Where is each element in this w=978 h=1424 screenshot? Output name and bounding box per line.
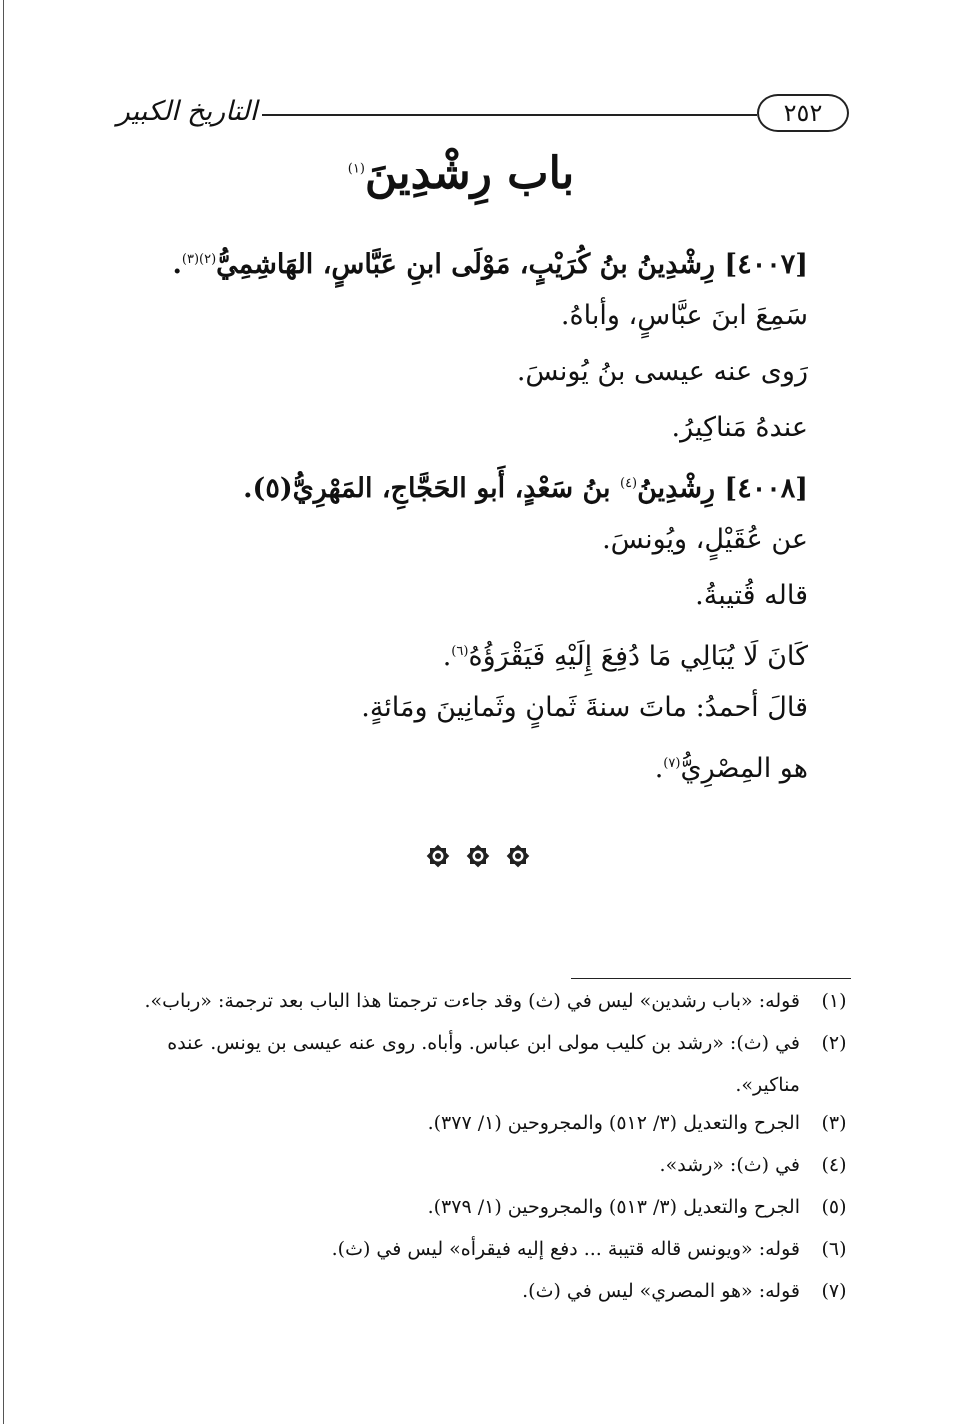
line-text: سَمِعَ ابنَ عبَّاسٍ، وأباهُ.	[560, 300, 808, 331]
line-tail: بنُ سَعْدٍ، أَبو الحَجَّاجِ، المَهْرِيُّ(٥).	[243, 473, 620, 504]
text-line	[160, 512, 808, 568]
header-rule	[262, 114, 757, 116]
text-line	[160, 624, 808, 680]
chapter-title-text: باب رِشْدِينَ	[364, 148, 575, 199]
main-text	[160, 232, 808, 792]
page-number: ٢٥٢	[757, 94, 849, 132]
footnote-ref: (٢)(٣)	[181, 252, 217, 267]
line-text: [٤٠٠٧] رِشْدِينُ بنُ كُرَيْبٍ، مَوْلَى ابنِ عَبَّاسٍ، الهَاشِمِيُّ	[216, 249, 808, 280]
chapter-note-ref: (١)	[347, 161, 365, 177]
footnote-text: في (ث): «رشد بن كليب مولى ابن عباس. وأباه. روى عنه عيسى بن يونس. عنده مناكير».	[167, 1032, 800, 1096]
entry-4007-heading	[160, 232, 808, 288]
text-line	[160, 288, 808, 344]
footnote-item	[112, 1102, 852, 1144]
footnote-text: قوله: «باب رشدين» ليس في (ث) وقد جاءت ترجمتا هذا الباب بعد ترجمة: «رباب».	[144, 990, 800, 1012]
footnote-item	[112, 1270, 852, 1312]
footnote-number: (٢)	[821, 1032, 847, 1054]
line-text: رَوى عنه عيسى بنُ يُونسَ.	[516, 356, 808, 387]
footnote-item	[112, 1144, 852, 1186]
footnote-item	[112, 980, 852, 1022]
line-text: هو المِصْرِيُّ	[680, 753, 808, 784]
line-tail: .	[172, 249, 182, 280]
line-text: كَانَ لَا يُبَالِي مَا دُفِعَ إِلَيْهِ فَيَقْرَؤُهُ	[468, 641, 808, 672]
text-line	[160, 736, 808, 792]
chapter-title	[330, 148, 592, 199]
footnote-number: (٤)	[821, 1154, 847, 1176]
star-ornament-icon	[504, 842, 532, 870]
footnotes	[112, 980, 852, 1312]
footnote-ref: (٦)	[451, 644, 469, 659]
footnote-item	[112, 1186, 852, 1228]
footnote-number: (٧)	[821, 1280, 847, 1302]
text-line	[160, 400, 808, 456]
text-line	[160, 568, 808, 624]
line-text: قالَ أحمدُ: ماتَ سنةَ ثَمانٍ وثَمانِينَ ومَائةٍ.	[361, 692, 808, 723]
footnote-text: الجرح والتعديل (٣/ ٥١٣) والمجروحين (١/ ٣٧٩).	[427, 1196, 800, 1218]
text-line	[160, 344, 808, 400]
line-text: عن عُقَيْلٍ، ويُونسَ.	[602, 524, 808, 555]
star-ornament-icon	[464, 842, 492, 870]
footnote-ref: (٤)	[619, 476, 638, 491]
footnote-number: (٦)	[821, 1238, 847, 1260]
footnote-number: (٣)	[821, 1112, 847, 1134]
line-text: عندهُ مَناكِيرُ.	[671, 412, 808, 443]
footnote-text: الجرح والتعديل (٣/ ٥١٢) والمجروحين (١/ ٣٧٧).	[427, 1112, 800, 1134]
footnote-item	[112, 1022, 852, 1102]
section-end-ornaments	[424, 842, 532, 872]
line-text: قاله قُتيبةُ.	[695, 580, 808, 611]
page-edge-rule	[3, 0, 4, 1424]
footnote-number: (١)	[821, 990, 847, 1012]
line-tail: .	[654, 753, 664, 784]
footnote-separator	[571, 978, 851, 979]
footnote-item	[112, 1228, 852, 1270]
line-tail: .	[442, 641, 452, 672]
footnote-text: قوله: «هو المصري» ليس في (ث).	[522, 1280, 800, 1302]
star-ornament-icon	[424, 842, 452, 870]
footnote-text: قوله: «ويونس قاله قتيبة ... دفع إليه فيقرأه» ليس في (ث).	[331, 1238, 800, 1260]
running-head-book-title: التاريخ الكبير	[116, 96, 258, 127]
entry-4008-heading	[160, 456, 808, 512]
footnote-text: في (ث): «رشد».	[659, 1154, 800, 1176]
line-text: [٤٠٠٨] رِشْدِينُ	[637, 473, 808, 504]
text-line	[160, 680, 808, 736]
footnote-ref: (٧)	[663, 756, 681, 771]
footnote-number: (٥)	[821, 1196, 847, 1218]
